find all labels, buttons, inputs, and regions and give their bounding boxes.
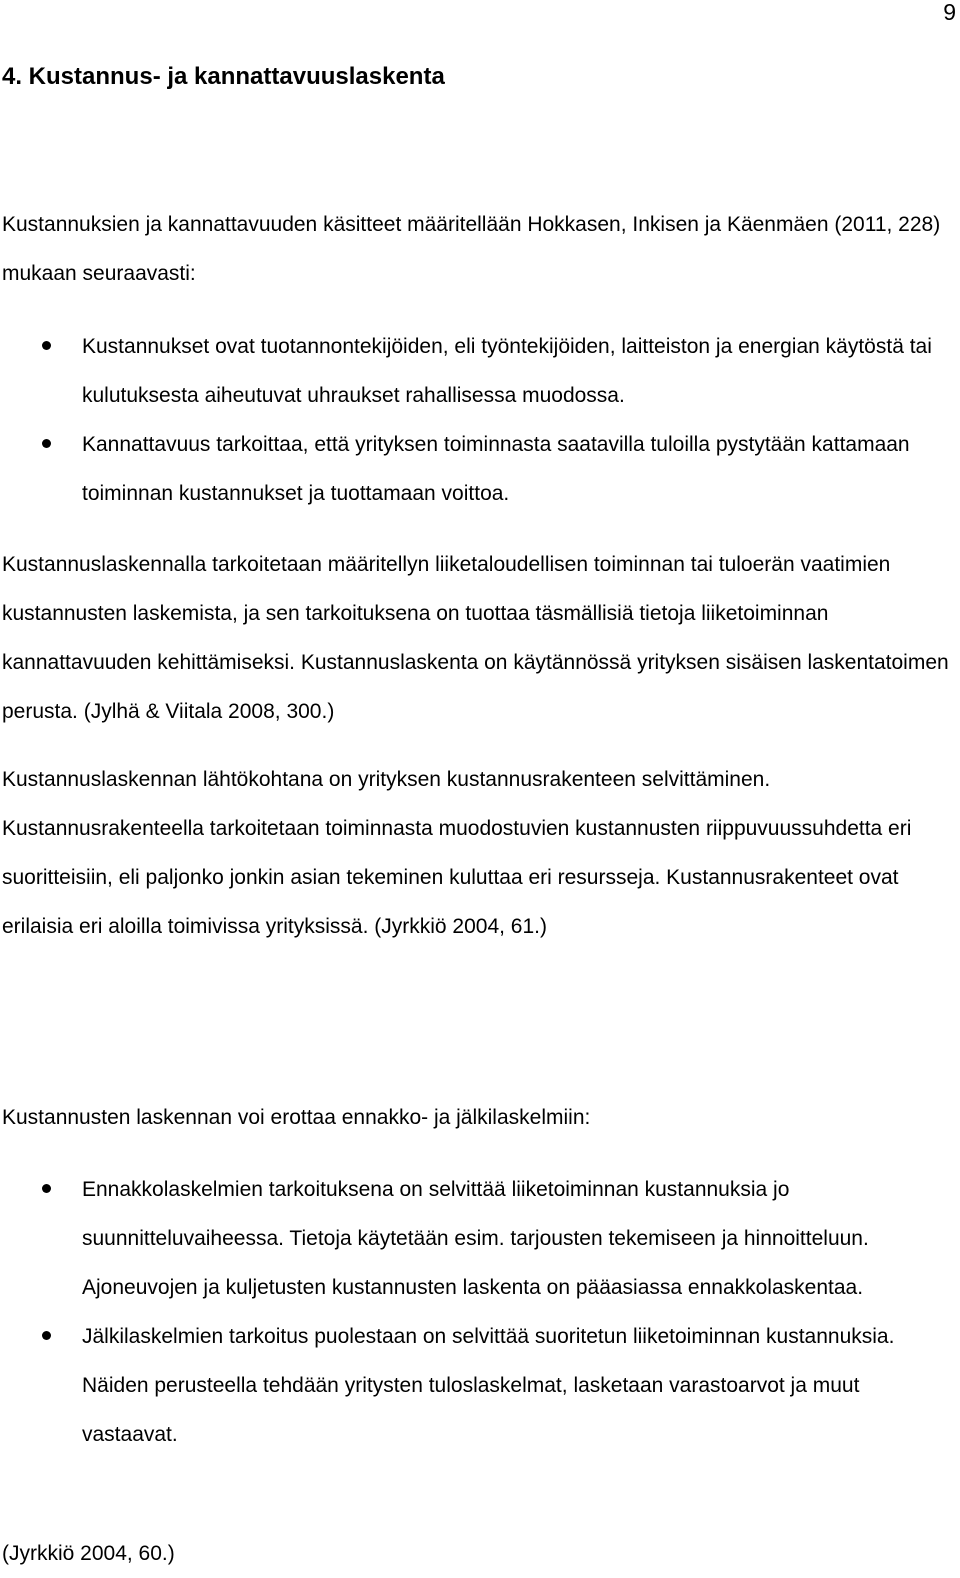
definitions-list (0, 322, 955, 518)
list-item (0, 322, 955, 420)
citation: (Jyrkkiö 2004, 60.) (2, 1542, 175, 1565)
definition-profitability: Kannattavuus tarkoittaa, että yrityksen toiminnasta saatavilla tuloilla pystytään kattamaan toiminnan kustannukset ja tuottamaan voittoa. (82, 433, 910, 505)
paragraph-calculation-types: Kustannusten laskennan voi erottaa ennakko- ja jälkilaskelmiin: (2, 1106, 591, 1129)
bullet-icon (42, 1331, 51, 1340)
list-item (0, 1312, 955, 1459)
definition-costs: Kustannukset ovat tuotannontekijöiden, eli työntekijöiden, laitteiston ja energian käytöstä tai kulutuksesta aiheutuvat uhraukset rahallisessa muodossa. (82, 335, 932, 407)
bullet-icon (42, 341, 51, 350)
bullet-icon (42, 439, 51, 448)
paragraph-cost-accounting: Kustannuslaskennalla tarkoitetaan määritellyn liiketaloudellisen toiminnan tai tuloerän vaatimien kustannusten laskemista, ja sen tarkoituksena on tuottaa täsmällisiä tietoja liiketoiminnan kannattavuuden kehittämiseksi. Kustannuslaskenta on käytännössä yrityksen sisäisen laskentatoimen perusta. (Jylhä & Viitala 2008, 300.) (2, 553, 949, 723)
advance-calculation-text: Ennakkolaskelmien tarkoituksena on selvittää liiketoiminnan kustannuksia jo suunnitteluvaiheessa. Tietoja käytetään esim. tarjousten tekemiseen ja hinnoitteluun. Ajoneuvojen ja kuljetusten kustannusten laskenta on pääasiassa ennakkolaskentaa. (82, 1178, 869, 1299)
calculation-types-list (0, 1165, 955, 1459)
post-calculation-text: Jälkilaskelmien tarkoitus puolestaan on selvittää suoritetun liiketoiminnan kustannuksia. Näiden perusteella tehdään yritysten tuloslaskelmat, lasketaan varastoarvot ja muut vastaavat. (82, 1325, 895, 1446)
intro-paragraph: Kustannuksien ja kannattavuuden käsitteet määritellään Hokkasen, Inkisen ja Käenmäen (2011, 228) mukaan seuraavasti: (2, 213, 941, 285)
section-heading: 4. Kustannus- ja kannattavuuslaskenta (2, 63, 445, 90)
bullet-icon (42, 1184, 51, 1193)
paragraph-cost-structure: Kustannuslaskennan lähtökohtana on yrityksen kustannusrakenteen selvittäminen. Kustannusrakenteella tarkoitetaan toiminnasta muodostuvien kustannusten riippuvuussuhdetta eri suoritteisiin, eli paljonko jonkin asian tekeminen kuluttaa eri resursseja. Kustannusrakenteet ovat erilaisia eri aloilla toimivissa yrityksissä. (Jyrkkiö 2004, 61.) (2, 768, 912, 938)
list-item (0, 420, 955, 518)
list-item (0, 1165, 955, 1312)
page-number: 9 (943, 0, 956, 25)
